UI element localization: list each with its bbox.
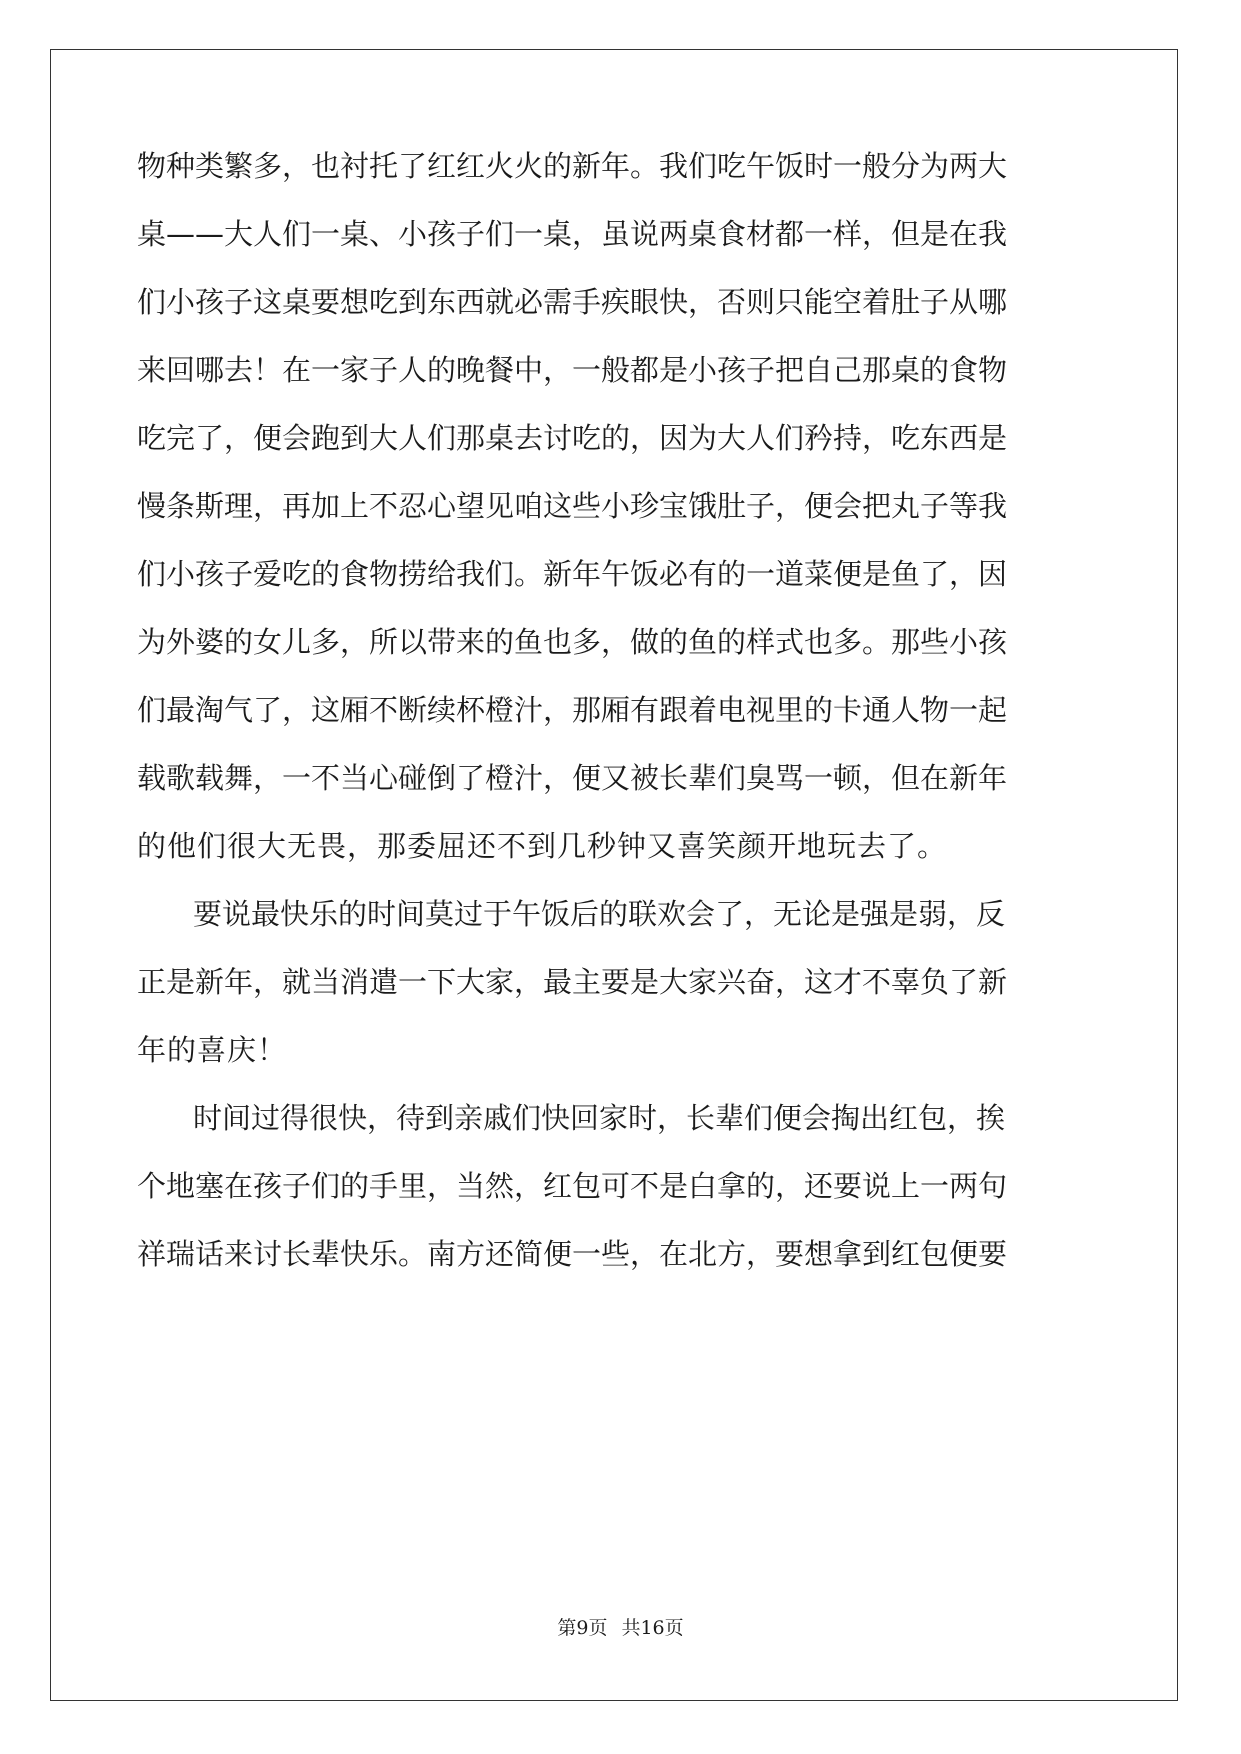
page-number: 第9页: [557, 1617, 608, 1639]
text-line: 们最淘气了，这厢不断续杯橙汁，那厢有跟着电视里的卡通人物一起: [137, 693, 1008, 727]
text-line: 物种类繁多，也衬托了红红火火的新年。我们吃午饭时一般分为两大: [137, 149, 1008, 183]
text-line: 们小孩子这桌要想吃到东西就必需手疾眼快，否则只能空着肚子从哪: [137, 285, 1008, 319]
page-total: 共16页: [621, 1617, 684, 1639]
paragraph-first-line: 要说最快乐的时间莫过于午饭后的联欢会了，无论是强是弱，反: [193, 897, 1006, 931]
text-line: 们小孩子爱吃的食物捞给我们。新年午饭必有的一道菜便是鱼了，因: [137, 557, 1008, 591]
text-line: 来回哪去！在一家子人的晚餐中，一般都是小孩子把自己那桌的食物: [137, 353, 1008, 387]
text-line: 桌——大人们一桌、小孩子们一桌，虽说两桌食材都一样，但是在我: [137, 217, 1008, 251]
paragraph-first-line: 时间过得很快，待到亲戚们快回家时，长辈们便会掏出红包，挨: [193, 1101, 1006, 1135]
text-line: 慢条斯理，再加上不忍心望见咱这些小珍宝饿肚子，便会把丸子等我: [137, 489, 1008, 523]
text-line: 正是新年，就当消遣一下大家，最主要是大家兴奋，这才不辜负了新: [137, 965, 1008, 999]
page-footer: [0, 1613, 1241, 1640]
text-line: 个地塞在孩子们的手里，当然，红包可不是白拿的，还要说上一两句: [137, 1169, 1008, 1203]
text-line: 吃完了，便会跑到大人们那桌去讨吃的，因为大人们矜持，吃东西是: [137, 421, 1008, 455]
text-line: 载歌载舞，一不当心碰倒了橙汁，便又被长辈们臭骂一顿，但在新年: [137, 761, 1008, 795]
text-line: 祥瑞话来讨长辈快乐。南方还简便一些，在北方，要想拿到红包便要: [137, 1237, 1008, 1271]
text-line: 为外婆的女儿多，所以带来的鱼也多，做的鱼的样式也多。那些小孩: [137, 625, 1008, 659]
text-line: 的他们很大无畏，那委屈还不到几秒钟又喜笑颜开地玩去了。: [137, 829, 948, 863]
text-line: 年的喜庆！: [137, 1033, 288, 1067]
